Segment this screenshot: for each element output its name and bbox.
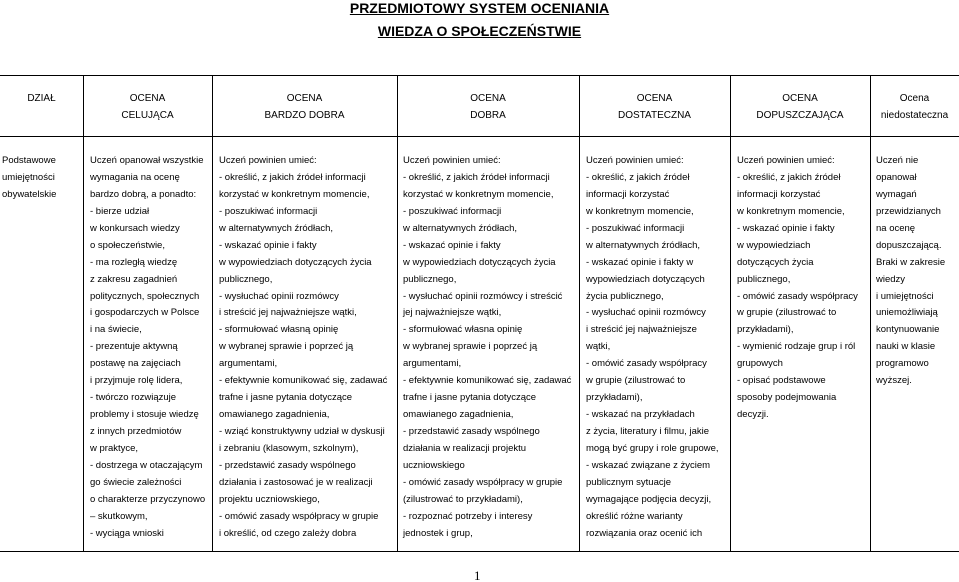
cell-text-line: - sformułować własną opinię — [219, 324, 339, 336]
cell-text-line: - bierze udział — [90, 205, 150, 217]
cell-text-line: działania i zastosować je w realizacji — [219, 476, 373, 488]
cell-text-line: - określić, z jakich źródeł informacji — [219, 171, 366, 183]
document-subtitle: WIEDZA O SPOŁECZEŃSTWIE — [377, 23, 582, 39]
cell-text-line: - określić, z jakich źródeł — [586, 171, 690, 183]
column-divider — [397, 75, 398, 552]
cell-text-line: Uczeń powinien umieć: — [219, 155, 317, 166]
cell-text-line: informacji korzystać — [737, 188, 821, 200]
document-title: PRZEDMIOTOWY SYSTEM OCENIANIA — [349, 0, 610, 16]
cell-text-line: w wypowiedziach dotyczących życia — [219, 256, 372, 268]
cell-text-line: - wskazać opinie i fakty — [403, 239, 501, 251]
cell-text-line: wiedzy — [876, 273, 906, 285]
cell-text-line: trafne i jasne pytania dotyczące — [219, 392, 353, 404]
cell-text-line: sposoby podejmowania — [737, 392, 837, 404]
cell-text-line: wymagania na ocenę — [90, 171, 180, 183]
cell-text-line: grupowych — [737, 358, 783, 370]
column-divider — [730, 75, 731, 552]
body-cell-section — [2, 153, 56, 204]
cell-text-line: mogą być grupy i role grupowe, — [586, 442, 719, 454]
cell-text-line: w wybranej sprawie i poprzeć ją — [219, 341, 354, 353]
header-line: DOBRA — [470, 110, 506, 121]
cell-text-line: decyzji. — [737, 409, 769, 421]
cell-text-line: - wymienić rodzaje grup i ról — [737, 341, 856, 353]
cell-text-line: postawę na zajęciach — [90, 358, 181, 370]
cell-text-line: - dostrzega w otaczającym — [90, 459, 203, 471]
cell-text-line: w alternatywnych źródłach, — [403, 222, 518, 234]
cell-text-line: Braki w zakresie — [876, 256, 946, 268]
body-cell-dostateczna — [586, 153, 719, 543]
cell-text-line: - rozpoznać potrzeby i interesy — [403, 510, 533, 522]
cell-text-line: - wskazać opinie i fakty — [737, 222, 835, 234]
cell-text-line: Uczeń nie — [876, 155, 919, 166]
cell-text-line: rozwiązania oraz ocenić ich — [586, 527, 703, 539]
page-number: 1 — [474, 568, 481, 582]
cell-text-line: - twórczo rozwiązuje — [90, 392, 177, 404]
cell-text-line: jej najważniejsze wątki, — [403, 307, 502, 319]
cell-text-line: w wybranej sprawie i poprzeć ją — [403, 341, 538, 353]
cell-text-line: - prezentuje aktywną — [90, 341, 178, 353]
cell-text-line: - wskazać opinie i fakty — [219, 239, 317, 251]
cell-text-line: przykładami), — [586, 392, 643, 404]
cell-text-line: w grupie (zilustrować to — [586, 375, 686, 387]
cell-text-line: - opisać podstawowe — [737, 375, 826, 387]
cell-text-line: - określić, z jakich źródeł — [737, 171, 841, 183]
cell-text-line: uczniowskiego — [403, 459, 465, 471]
header-line: OCENA — [129, 93, 166, 104]
cell-text-line: go świecie zależności — [90, 476, 182, 488]
cell-text-line: - omówić zasady współpracy — [586, 358, 707, 370]
body-cell-celujaca — [90, 153, 205, 543]
cell-text-line: - omówić zasady współpracy — [737, 290, 858, 302]
cell-text-line: - poszukiwać informacji — [219, 205, 318, 217]
cell-text-line: i przyjmuje rolę lidera, — [90, 375, 183, 387]
column-divider — [870, 75, 871, 552]
cell-text-line: przykładami), — [737, 324, 794, 336]
header-line: niedostateczna — [880, 110, 949, 121]
body-cell-niedostateczna — [876, 153, 945, 390]
header-line: DOPUSZCZAJĄCA — [756, 110, 844, 121]
cell-text-line: o społeczeństwie, — [90, 239, 165, 251]
cell-text-line: i umiejętności — [876, 290, 934, 302]
column-divider — [579, 75, 580, 552]
cell-text-line: - omówić zasady współpracy w grupie — [219, 510, 379, 522]
header-bottom-border — [0, 136, 959, 137]
cell-text-line: omawianego zagadnienia, — [219, 409, 330, 421]
cell-text-line: publicznego, — [737, 273, 791, 285]
cell-text-line: z innych przedmiotów — [90, 426, 182, 437]
cell-text-line: - wysłuchać opinii rozmówcy — [219, 290, 339, 302]
header-cell-dopuszczajaca — [730, 90, 870, 124]
cell-text-line: kontynuowanie — [876, 324, 940, 336]
cell-text-line: w alternatywnych źródłach, — [219, 222, 334, 234]
cell-text-line: - efektywnie komunikować się, zadawać — [219, 375, 388, 387]
header-line: DZIAŁ — [27, 93, 56, 104]
cell-text-line: - omówić zasady współpracy w grupie — [403, 476, 563, 488]
body-cell-dopuszczajaca — [737, 153, 858, 424]
header-line: OCENA — [636, 93, 673, 104]
cell-text-line: projektu uczniowskiego, — [219, 493, 320, 505]
cell-text-line: - efektywnie komunikować się, zadawać — [403, 375, 572, 387]
cell-text-line: programowo — [876, 358, 929, 370]
header-cell-dostateczna — [579, 90, 730, 124]
cell-text-line: - sformułować własna opinię — [403, 324, 523, 336]
header-cell-dobra — [397, 90, 579, 124]
cell-text-line: działania w realizacji projektu — [403, 442, 527, 454]
cell-text-line: - ma rozległą wiedzę — [90, 256, 178, 268]
cell-text-line: w konkursach wiedzy — [90, 222, 180, 234]
header-line: CELUJĄCA — [121, 110, 174, 121]
cell-text-line: - poszukiwać informacji — [586, 222, 685, 234]
table-top-border — [0, 75, 959, 76]
cell-text-line: nauki w klasie — [876, 341, 936, 353]
cell-text-line: - określić, z jakich źródeł informacji — [403, 171, 550, 183]
cell-text-line: umiejętności — [2, 171, 55, 183]
cell-text-line: w alternatywnych źródłach, — [586, 239, 701, 251]
cell-text-line: wymagające podjęcia decyzji, — [586, 493, 712, 505]
cell-text-line: - wskazać na przykładach — [586, 409, 695, 421]
cell-text-line: trafne i jasne pytania dotyczące — [403, 392, 537, 404]
cell-text-line: Uczeń powinien umieć: — [737, 155, 835, 166]
cell-text-line: dopuszczającą. — [876, 239, 942, 251]
header-line: OCENA — [470, 93, 506, 104]
cell-text-line: informacji korzystać — [586, 188, 670, 200]
cell-text-line: Podstawowe — [2, 155, 56, 166]
cell-text-line: korzystać w konkretnym momencie, — [219, 188, 370, 200]
cell-text-line: w praktyce, — [90, 442, 139, 454]
cell-text-line: i gospodarczych w Polsce — [90, 307, 200, 319]
cell-text-line: – skutkowym, — [90, 510, 148, 522]
cell-text-line: - wyciąga wnioski — [90, 527, 164, 539]
cell-text-line: w konkretnym momencie, — [737, 205, 845, 217]
header-line: DOSTATECZNA — [618, 110, 691, 121]
cell-text-line: w konkretnym momencie, — [586, 205, 694, 217]
cell-text-line: - wskazać opinie i fakty w — [586, 256, 694, 268]
header-cell-niedostateczna — [870, 90, 959, 124]
header-cell-section — [0, 90, 83, 107]
cell-text-line: obywatelskie — [2, 188, 57, 200]
cell-text-line: problemy i stosuje wiedzę — [90, 409, 199, 421]
cell-text-line: - wysłuchać opinii rozmówcy — [586, 307, 706, 319]
cell-text-line: i streścić jej najważniejsze — [586, 324, 697, 336]
table-bottom-border — [0, 551, 959, 552]
cell-text-line: w wypowiedziach — [737, 239, 811, 251]
cell-text-line: Uczeń opanował wszystkie — [90, 155, 204, 166]
cell-text-line: o charakterze przyczynowo — [90, 493, 206, 505]
cell-text-line: jednostek i grup, — [403, 527, 473, 539]
cell-text-line: określić różne warianty — [586, 510, 683, 522]
cell-text-line: Uczeń powinien umieć: — [586, 155, 684, 166]
cell-text-line: - przedstawić zasady wspólnego — [219, 459, 356, 471]
cell-text-line: w grupie (zilustrować to — [737, 307, 837, 319]
cell-text-line: na ocenę — [876, 222, 916, 234]
cell-text-line: Uczeń powinien umieć: — [403, 155, 501, 166]
cell-text-line: i na świecie, — [90, 324, 142, 336]
cell-text-line: z życia, literatury i filmu, jakie — [586, 426, 710, 437]
body-cell-bardzo-dobra — [219, 153, 387, 543]
column-divider — [212, 75, 213, 552]
cell-text-line: (zilustrować to przykładami), — [403, 493, 523, 505]
body-cell-dobra — [403, 153, 571, 543]
header-line: OCENA — [286, 93, 323, 104]
header-line: BARDZO DOBRA — [264, 110, 345, 121]
cell-text-line: i streścić jej najważniejsze wątki, — [219, 307, 357, 319]
cell-text-line: wątki, — [586, 341, 611, 353]
cell-text-line: - wziąć konstruktywny udział w dyskusji — [219, 426, 385, 437]
cell-text-line: - wysłuchać opinii rozmówcy i streścić — [403, 290, 563, 302]
cell-text-line: przewidzianych — [876, 205, 941, 217]
cell-text-line: życia publicznego, — [586, 290, 664, 302]
cell-text-line: - przedstawić zasady wspólnego — [403, 426, 540, 437]
cell-text-line: uniemożliwiają — [876, 307, 938, 319]
cell-text-line: publicznego, — [403, 273, 457, 285]
cell-text-line: publicznym sytuacje — [586, 476, 672, 488]
cell-text-line: dotyczących życia — [737, 256, 814, 268]
cell-text-line: z zakresu zagadnień — [90, 273, 178, 285]
cell-text-line: omawianego zagadnienia, — [403, 409, 514, 421]
header-cell-celujaca — [83, 90, 212, 124]
cell-text-line: bardzo dobrą, a ponadto: — [90, 188, 197, 200]
cell-text-line: wymagań — [876, 188, 917, 200]
cell-text-line: wyższej. — [876, 375, 912, 387]
cell-text-line: publicznego, — [219, 273, 273, 285]
header-cell-bardzo-dobra — [212, 90, 397, 124]
cell-text-line: wypowiedziach dotyczących — [586, 273, 705, 285]
column-divider — [83, 75, 84, 552]
cell-text-line: korzystać w konkretnym momencie, — [403, 188, 554, 200]
cell-text-line: i określić, od czego zależy dobra — [219, 527, 357, 539]
cell-text-line: opanował — [876, 171, 917, 183]
header-line: Ocena — [899, 93, 930, 104]
cell-text-line: w wypowiedziach dotyczących życia — [403, 256, 556, 268]
cell-text-line: - poszukiwać informacji — [403, 205, 502, 217]
cell-text-line: argumentami, — [219, 358, 278, 370]
cell-text-line: i zebraniu (klasowym, szkolnym), — [219, 442, 359, 454]
cell-text-line: politycznych, społecznych — [90, 290, 200, 302]
header-line: OCENA — [782, 93, 818, 104]
cell-text-line: - wskazać związane z życiem — [586, 459, 711, 471]
cell-text-line: argumentami, — [403, 358, 462, 370]
